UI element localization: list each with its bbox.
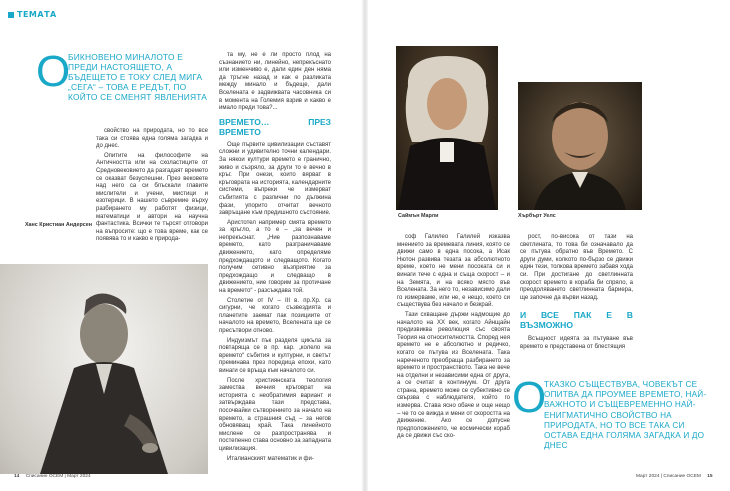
paragraph: Италианският математик и фи-: [227, 455, 314, 462]
andersen-portrait-icon: [0, 264, 208, 474]
paragraph: соф Галилео Галилей изказва мнението за времевата линия, която се движи само в една посока, а Исак Нютон развива тезата за абсолютното време, което не мени посоката си и винаги тече с една и съща скорост – и на Земята, и на всяко място във Вселената. За него то, независимо дали го измерваме, или не, е нещо, което си съществува без начало и безкрай.: [397, 234, 510, 309]
subheading-possible: И ВСЕ ПАК Е В ВЪЗМОЖНО: [520, 310, 633, 331]
footer-left: [14, 474, 91, 479]
paragraph: та му, не е ли просто плод на съзнанието ни, линейно, непрекъснато или изменчиво е, дали един ден няма да тръгне назад и как е разликата между минало и бъдеще, дали Вселената е задвижвата часовника си в момента на Големия взрив и какво е имало преди това?...: [219, 52, 331, 112]
paragraph: Аристотел например смята времето за кръгло, а то е – „за вечен и непрекъснат. „Ние разпознаваме времето, като разграничаваме движението, като определяме предхождащото и следващото. Когато получим сетивно възприятие за предхождащо и следващо в движението, ние говорим за протичане на времето“ - разсъждава той.: [219, 219, 331, 295]
paragraph: Тази схващане държи надмощие до началото на XX век, когато Айнщайн предизвиква революция със своята Теория на относителността. Според нея времето не е абсолютно и редичко, когато се пътува из Вселената. Така нареченото преобраща разбирането за времето и пространството. Така не вече на отделни и независими една от друга, а се считат в континуум. От друга страна, времето може се субективно се свързва с наблюдателя, който го измерва. Става ясно обаче и още нещо – че то се вижда и мени от скоростта на движение. Ако се допусне предположението, че космически кораб да се движи със ско-: [397, 311, 510, 440]
caption-andersen: Ханс Кристиан Андерсен: [24, 222, 92, 228]
wells-portrait-photo: [518, 82, 642, 210]
caption-marle: Саймън Марли: [398, 213, 439, 219]
footer-right: [636, 474, 713, 479]
paragraph: Опитите на философите на Античността или на схоластиците от Средновековието да разгадаят времето се оказват безуспешни. През вековете над него са си блъскали главите мислители и учени, мистици и езотерици. В нашето съвремие върху разбирането му работят физици, математици и автори на научна фантастика. Всички те търсят отговори на въпросите: що е това време, как се появява то и какво е природа-: [96, 152, 208, 243]
subheading-time: ВРЕМЕТО… ПРЕЗ ВРЕМЕТО: [219, 116, 331, 137]
paragraph: Всъщност идеята за пътуване във времето е представена от блестящия: [520, 336, 633, 350]
footer-left-text: Списание ОСЕМ | Март 2024: [25, 474, 91, 479]
marle-portrait-photo: [396, 46, 498, 210]
paragraph: После християнската теология замества вечния кръговрат на историята с необратимия вариант и затвърждава тази представа, посочвайки сътворението за начало на времето, а страшния съд – за негов обновяващ край. Така линейното мислене се разпространява и постепенно става основно за западната цивилизация.: [219, 377, 331, 452]
footer-right-text: Март 2024 | Списание ОСЕМ: [636, 474, 701, 479]
wells-portrait-icon: [518, 82, 642, 210]
paragraph: Индуизмът пък разделя цикъла за повтаряща се в пр. кар. „колело на времето“ събития и културни, и светът преминава през поредица епохи, като винаги се връща към началото си.: [219, 337, 331, 374]
intro-text: БИКНОВЕНО МИНАЛОТО Е ПРЕДИ НАСТОЯЩЕТО, А БЪДЕЩЕТО Е ТОКУ СЛЕД МИГА „СЕГА“ – ТОВА Е РЕДЪТ, ПО КОЙТО СЕ СМЕНЯТ ЯВЛЕНИЯТА: [68, 52, 208, 102]
caption-wells: Хърбърт Уелс: [518, 213, 556, 219]
page-number-left: 14: [14, 474, 20, 479]
article-column-4: [520, 234, 633, 354]
article-column-1: [96, 128, 208, 246]
section-label: ТЕМАТА: [17, 10, 57, 19]
page-gutter: [362, 0, 368, 491]
article-column-2: [219, 52, 331, 465]
marle-portrait-icon: [396, 46, 498, 210]
paragraph: свойство на природата, но то все така си стоява една голяма загадка и до днес.: [96, 128, 208, 150]
andersen-portrait-photo: [0, 264, 208, 474]
intro-drop-cap: О: [36, 47, 71, 96]
paragraph: Още първите цивилизации съставят сложни и удивително точни календари. За някои култури времето е гранично, живо и съзряло, за други то е вечно в кръг. При онези, които вярват в кръговрата на историята, календарните системи, въпреки че измерват събитията с различни по дължина фази, упорито отчитат вечното завръщане към предишното състояние.: [219, 141, 331, 217]
section-square-icon: [8, 12, 14, 18]
pull-quote-text: ТКАЗКО СЪЩЕСТВУВА, ЧОВЕКЪТ СЕ ОПИТВА ДА ПРОУМЕЕ ВРЕМЕТО, НАЙ-ВАЖНОТО И СЪЩЕВРЕМЕННО НАЙ-ЕНИГМАТИЧНО СВОЙСТВО НА ПРИРОДАТА, НО ТО ВСЕ ТАКА СИ ОСТАВА ЕДНА ГОЛЯМА ЗАГАДКА И ДО ДНЕС: [544, 380, 707, 451]
article-column-3: [397, 234, 510, 443]
paragraph: Столетие от IV – III в. пр.Хр. са сигурни, че когато съзвездията и планетите заемат пак позициите от началото на времето, Вселената ще се пресътвори отново.: [219, 297, 331, 334]
pull-quote-drop-cap: О: [512, 373, 547, 422]
page-number-right: 15: [707, 474, 713, 479]
paragraph: рост, по-висока от тази на светлината, то това би означавало да се пътува обратно във Времето. С други думи, колкото по-бързо се движи един тези, толкова времето забавя хода си. При достигане до светлинната скорост времето в кораба би спряло, а преодоляването светлинната бариера, ще започне да върви назад.: [520, 234, 633, 301]
section-tag: [8, 10, 57, 19]
